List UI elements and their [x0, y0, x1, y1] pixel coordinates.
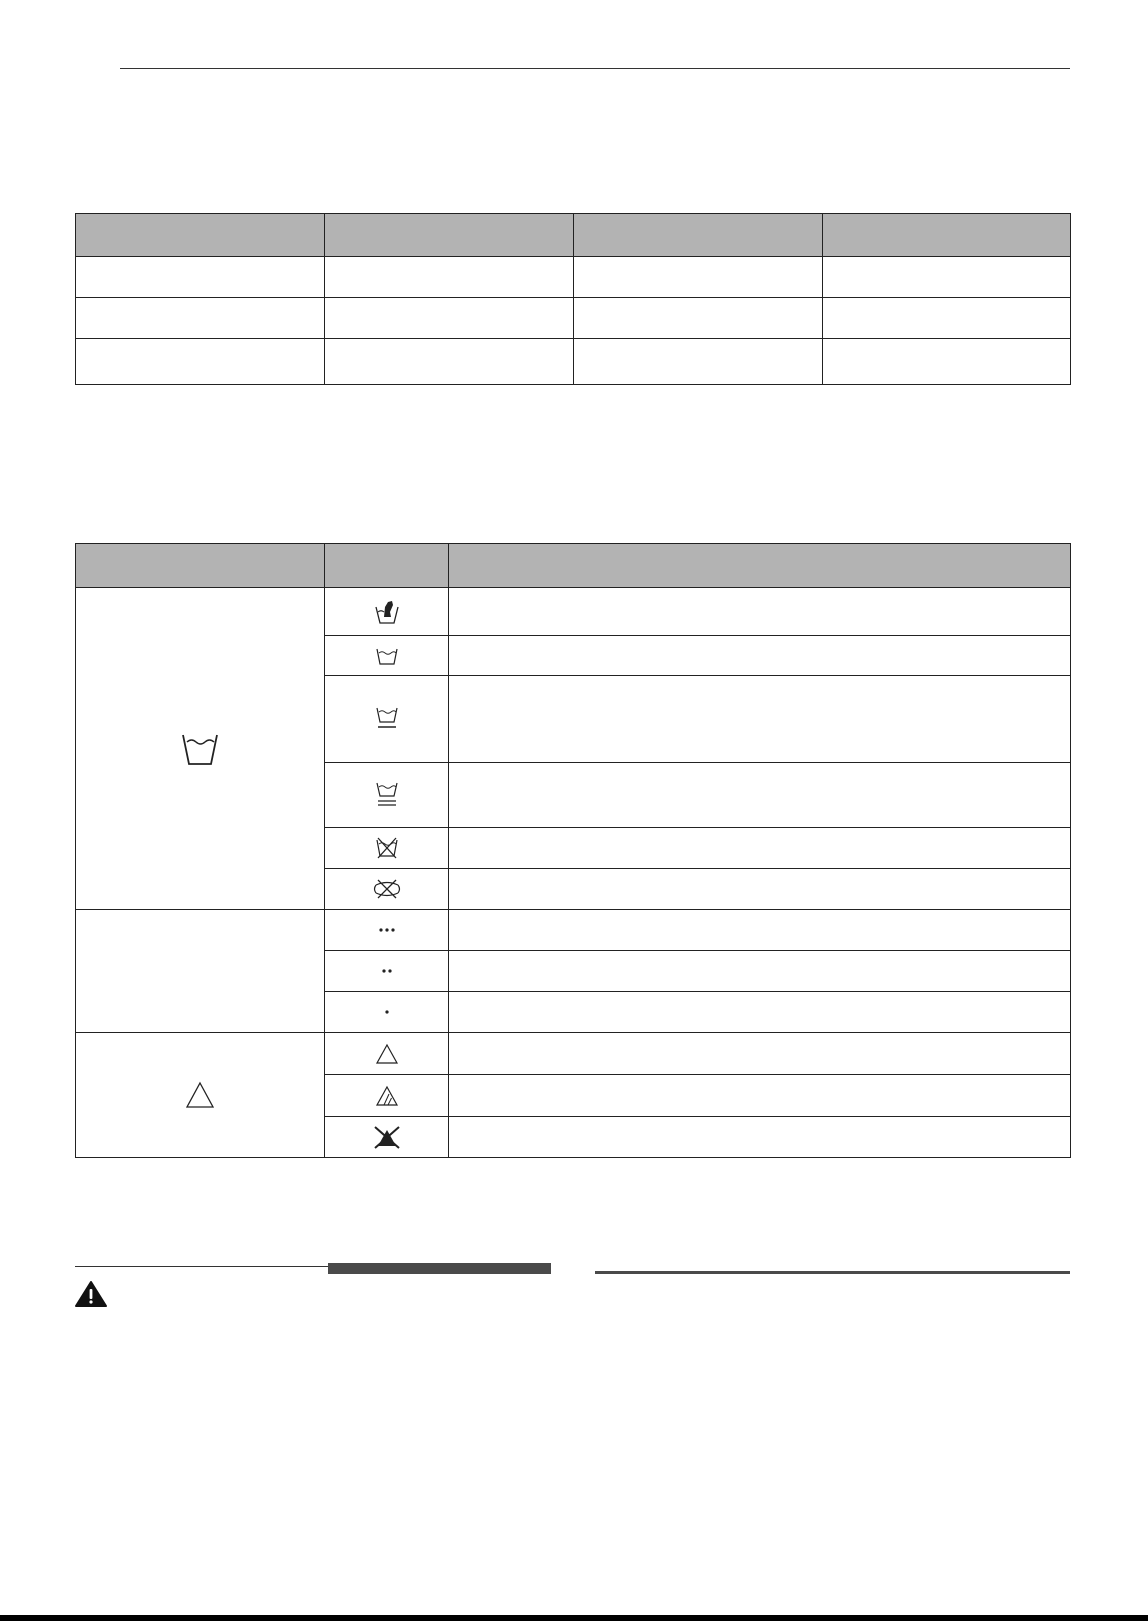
fabric-header-cell — [325, 214, 574, 257]
table-cell — [76, 298, 325, 339]
table-cell — [823, 339, 1071, 385]
care-header-cell — [325, 544, 449, 588]
table-row — [76, 1033, 1071, 1075]
hand-wash-icon — [374, 599, 400, 625]
symbol-description — [449, 636, 1071, 676]
temperature-low-icon — [383, 1008, 391, 1016]
bleach-triangle-icon — [185, 1081, 215, 1109]
page-bottom-edge — [0, 1615, 1148, 1621]
table-cell — [574, 339, 823, 385]
care-header-cell — [76, 544, 325, 588]
do-not-wash-icon — [375, 836, 399, 860]
symbol-cell — [325, 869, 449, 910]
symbol-cell — [325, 636, 449, 676]
table-cell — [325, 257, 574, 298]
temperature-medium-icon — [380, 967, 394, 975]
table-cell — [574, 298, 823, 339]
symbol-description — [449, 828, 1071, 869]
warning-block — [74, 1280, 108, 1313]
warning-icon — [74, 1280, 108, 1308]
fabric-header-cell — [823, 214, 1071, 257]
table-cell — [823, 298, 1071, 339]
table-cell — [325, 339, 574, 385]
table-row — [76, 588, 1071, 636]
care-table-header — [76, 544, 1071, 588]
symbol-cell — [325, 992, 449, 1033]
wash-gentle-icon — [375, 780, 399, 810]
symbol-description — [449, 676, 1071, 763]
table-row — [76, 298, 1071, 339]
section-heading-bar — [328, 1263, 551, 1274]
fabric-header-cell — [574, 214, 823, 257]
wash-normal-icon — [375, 645, 399, 667]
care-symbols-table — [75, 543, 1071, 1158]
table-cell — [76, 339, 325, 385]
table-cell — [823, 257, 1071, 298]
category-cell-washing — [76, 588, 325, 910]
symbol-description — [449, 1033, 1071, 1075]
top-rule — [120, 68, 1070, 69]
do-not-bleach-icon — [372, 1125, 402, 1149]
symbol-cell — [325, 763, 449, 828]
temperature-high-icon — [377, 926, 397, 934]
any-bleach-icon — [375, 1043, 399, 1065]
symbol-cell — [325, 1117, 449, 1158]
table-cell — [76, 257, 325, 298]
symbol-cell — [325, 910, 449, 951]
do-not-wring-icon — [372, 878, 402, 900]
category-cell-bleaching — [76, 1033, 325, 1158]
symbol-cell — [325, 1033, 449, 1075]
symbol-description — [449, 1117, 1071, 1158]
fabric-table-header — [76, 214, 1071, 257]
category-cell-temperature — [76, 910, 325, 1033]
section-rule — [75, 1266, 330, 1267]
symbol-description — [449, 910, 1071, 951]
table-cell — [325, 298, 574, 339]
symbol-cell — [325, 676, 449, 763]
symbol-description — [449, 869, 1071, 910]
table-row — [76, 257, 1071, 298]
non-chlorine-bleach-icon — [375, 1085, 399, 1107]
washtub-icon — [180, 729, 220, 769]
wash-permanent-press-icon — [375, 705, 399, 733]
symbol-cell — [325, 1075, 449, 1117]
table-row — [76, 339, 1071, 385]
symbol-description — [449, 951, 1071, 992]
table-row — [76, 910, 1071, 951]
symbol-description — [449, 763, 1071, 828]
symbol-description — [449, 992, 1071, 1033]
symbol-cell — [325, 951, 449, 992]
table-cell — [574, 257, 823, 298]
symbol-description — [449, 588, 1071, 636]
symbol-cell — [325, 828, 449, 869]
symbol-description — [449, 1075, 1071, 1117]
care-header-cell — [449, 544, 1071, 588]
fabric-header-cell — [76, 214, 325, 257]
section-rule — [595, 1271, 1070, 1274]
fabric-table — [75, 213, 1071, 385]
symbol-cell — [325, 588, 449, 636]
